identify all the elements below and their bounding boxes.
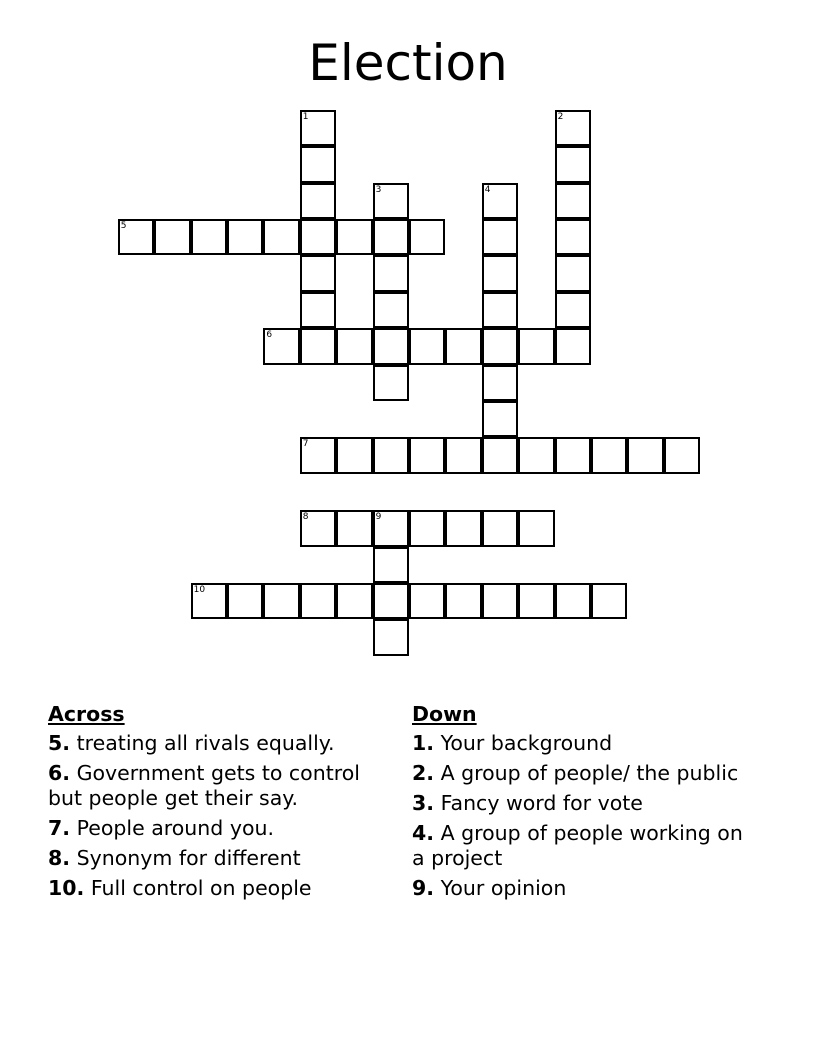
grid-cell[interactable] (518, 437, 554, 473)
grid-cell[interactable] (227, 583, 263, 619)
grid-cell[interactable] (591, 583, 627, 619)
clue-down-4: 4. A group of people working on a project (412, 821, 743, 870)
grid-cell[interactable] (191, 583, 227, 619)
clue-number: 9 (375, 512, 382, 523)
grid-cell[interactable] (300, 183, 336, 219)
grid-cell[interactable] (555, 328, 591, 364)
grid-cell[interactable] (518, 328, 554, 364)
clue-number: 1 (302, 111, 309, 122)
grid-cell[interactable] (555, 437, 591, 473)
clue-down-3: 3. Fancy word for vote (412, 791, 643, 815)
grid-cell[interactable] (482, 510, 518, 546)
puzzle-title: Election (308, 34, 508, 92)
grid-cell[interactable] (300, 292, 336, 328)
grid-cell[interactable] (373, 255, 409, 291)
clue-across-8: 8. Synonym for different (48, 846, 301, 870)
grid-cell[interactable] (482, 437, 518, 473)
grid-cell[interactable] (300, 328, 336, 364)
grid-cell[interactable] (336, 328, 372, 364)
down-heading: Down (412, 702, 477, 726)
grid-cell[interactable] (445, 328, 481, 364)
grid-cell[interactable] (373, 583, 409, 619)
clue-number: 3 (375, 184, 382, 195)
clue-number: 7 (302, 439, 309, 450)
clue-number: 6 (266, 330, 273, 341)
clue-down-9: 9. Your opinion (412, 876, 567, 900)
down-clues (412, 702, 757, 906)
clue-number: 4 (484, 184, 491, 195)
across-heading: Across (48, 702, 125, 726)
grid-cell[interactable] (336, 219, 372, 255)
grid-cell[interactable] (482, 583, 518, 619)
clue-across-10: 10. Full control on people (48, 876, 312, 900)
grid-cell[interactable] (300, 510, 336, 546)
grid-cell[interactable] (300, 583, 336, 619)
grid-cell[interactable] (300, 110, 336, 146)
grid-cell[interactable] (300, 146, 336, 182)
grid-cell[interactable] (263, 328, 299, 364)
clue-number: 5 (120, 221, 127, 231)
grid-cell[interactable] (555, 583, 591, 619)
grid-cell[interactable] (482, 219, 518, 255)
grid-cell[interactable] (555, 183, 591, 219)
clue-number: 8 (302, 512, 309, 523)
grid-cell[interactable] (373, 510, 409, 546)
grid-cell[interactable] (482, 255, 518, 291)
grid-cell[interactable] (591, 437, 627, 473)
grid-cell[interactable] (154, 219, 190, 255)
grid-cell[interactable] (518, 510, 554, 546)
grid-cell[interactable] (409, 437, 445, 473)
grid-cell[interactable] (664, 437, 700, 473)
clue-across-5: 5. treating all rivals equally. (48, 731, 335, 755)
grid-cell[interactable] (555, 255, 591, 291)
grid-cell[interactable] (336, 437, 372, 473)
grid-cell[interactable] (482, 292, 518, 328)
grid-cell[interactable] (300, 219, 336, 255)
grid-cell[interactable] (373, 328, 409, 364)
grid-cell[interactable] (555, 292, 591, 328)
grid-cell[interactable] (373, 292, 409, 328)
grid-cell[interactable] (555, 146, 591, 182)
grid-cell[interactable] (336, 583, 372, 619)
grid-cell[interactable] (373, 619, 409, 655)
clue-down-2: 2. A group of people/ the public (412, 761, 739, 785)
grid-cell[interactable] (300, 437, 336, 473)
grid-cell[interactable] (445, 437, 481, 473)
clue-across-7: 7. People around you. (48, 816, 274, 840)
grid-cell[interactable] (445, 583, 481, 619)
grid-cell[interactable] (373, 183, 409, 219)
clue-across-6: 6. Government gets to control but people get their say. (48, 761, 360, 810)
grid-cell[interactable] (227, 219, 263, 255)
grid-cell[interactable] (482, 328, 518, 364)
grid-cell[interactable] (336, 510, 372, 546)
clue-down-1: 1. Your background (412, 731, 613, 755)
grid-cell[interactable] (191, 219, 227, 255)
grid-cell[interactable] (373, 365, 409, 401)
grid-cell[interactable] (482, 365, 518, 401)
grid-cell[interactable] (409, 510, 445, 546)
grid-cell[interactable] (373, 219, 409, 255)
grid-cell[interactable] (555, 219, 591, 255)
grid-cell[interactable] (263, 219, 299, 255)
clue-number: 2 (557, 111, 564, 122)
grid-cell[interactable] (482, 401, 518, 437)
grid-cell[interactable] (300, 255, 336, 291)
grid-cell[interactable] (518, 583, 554, 619)
grid-cell[interactable] (118, 219, 154, 255)
grid-cell[interactable] (555, 110, 591, 146)
grid-cell[interactable] (263, 583, 299, 619)
grid-cell[interactable] (409, 328, 445, 364)
grid-cell[interactable] (373, 547, 409, 583)
clue-number: 10 (193, 585, 206, 595)
grid-cell[interactable] (627, 437, 663, 473)
grid-cell[interactable] (409, 219, 445, 255)
grid-cell[interactable] (373, 437, 409, 473)
across-clues (48, 702, 393, 906)
grid-cell[interactable] (409, 583, 445, 619)
grid-cell[interactable] (445, 510, 481, 546)
grid-cell[interactable] (482, 183, 518, 219)
